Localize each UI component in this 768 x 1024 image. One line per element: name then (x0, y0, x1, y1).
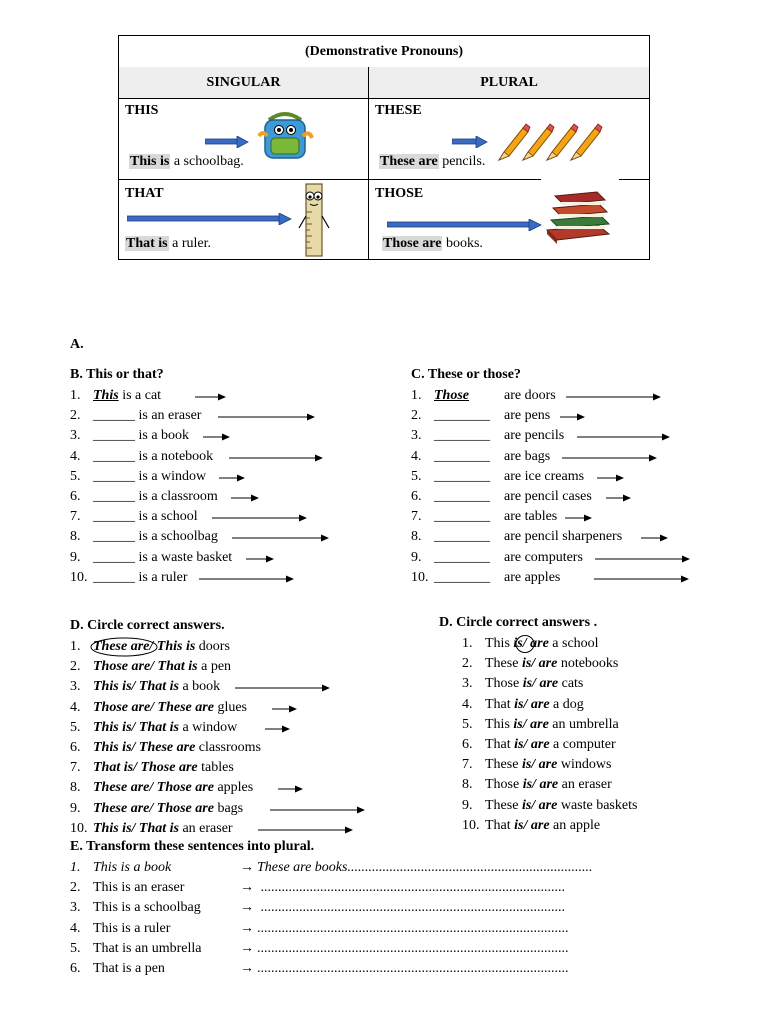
answer-blank: ______ (93, 569, 135, 585)
section-c-title: C. These or those? (411, 367, 521, 382)
list-item (411, 407, 550, 425)
arrow-icon (195, 392, 227, 402)
item-number: 4. (462, 696, 473, 712)
item-number: 1. (411, 388, 422, 403)
choice-options: is/ are (513, 636, 549, 651)
arrow-icon (278, 784, 304, 794)
list-item (70, 779, 253, 797)
item-text: is a ruler (138, 569, 188, 585)
list-item (462, 797, 637, 815)
list-item (411, 387, 556, 405)
choice-options: These are/ Those are (93, 800, 214, 816)
item-text: is a cat (122, 388, 162, 403)
list-item (70, 658, 231, 676)
item-text: cats (561, 676, 584, 692)
this-sentence-rest: a schoolbag. (170, 154, 244, 169)
answer-blank: This (93, 388, 119, 403)
list-item (70, 387, 161, 405)
arrow-icon (565, 513, 593, 523)
list-item (70, 488, 218, 506)
pencils-icon (495, 122, 607, 164)
item-number: 5. (70, 468, 81, 484)
item-text: an apple (553, 817, 601, 833)
item-subject: This (485, 636, 510, 651)
item-number: 3. (70, 428, 81, 444)
answer-blank: ________ (434, 468, 490, 484)
item-text: a book (182, 679, 221, 695)
choice-options: Those are/ That is (93, 659, 198, 675)
answer-blank: ________ (434, 549, 490, 565)
list-item (411, 528, 622, 546)
item-text: That is an umbrella (93, 940, 202, 956)
item-text: are pens (504, 408, 551, 424)
item-text: This is a ruler (93, 920, 171, 936)
answer-blank: ________ (434, 408, 490, 424)
answer-blank: ________ (434, 509, 490, 525)
list-item (70, 427, 189, 445)
item-subject: That (485, 696, 511, 712)
choice-options: This is/ That is (93, 679, 179, 695)
plural-header: PLURAL (369, 67, 649, 99)
item-text: are doors (504, 388, 556, 403)
answer-blank: ______ (93, 509, 135, 525)
item-text: a dog (553, 696, 584, 712)
list-item (411, 508, 557, 526)
item-number: 5. (70, 940, 81, 956)
arrow-icon (218, 412, 316, 422)
list-item (411, 569, 560, 587)
item-number: 3. (70, 900, 81, 916)
item-number: 2. (411, 408, 422, 424)
item-text: an eraser (182, 820, 233, 836)
those-sentence (382, 236, 483, 252)
item-number: 6. (70, 489, 81, 504)
list-item (462, 776, 612, 794)
choice-options: is/ are (521, 797, 558, 813)
these-arrow-icon (452, 136, 488, 148)
answer-line: These are books...................................................................... (257, 860, 593, 875)
item-number: 5. (70, 719, 81, 735)
item-text: is a classroom (138, 489, 218, 504)
item-subject: That (485, 817, 511, 833)
list-item (70, 407, 201, 425)
choice-options: This is/ That is (93, 820, 179, 836)
arrow-icon (219, 473, 246, 483)
item-number: 1. (70, 860, 81, 875)
arrow-icon (246, 554, 275, 564)
answer-blank: ________ (434, 529, 490, 545)
answer-line: ....................................................................................... (257, 900, 565, 916)
list-item (70, 549, 232, 567)
item-number: 9. (70, 800, 81, 816)
item-text: are pencil sharpeners (504, 529, 623, 545)
arrow-icon (212, 513, 308, 523)
answer-blank: ______ (93, 468, 135, 484)
that-sentence (125, 236, 211, 252)
item-text: are computers (504, 549, 583, 565)
list-item (462, 655, 618, 673)
item-subject: Those (485, 676, 520, 692)
list-item (462, 716, 619, 734)
item-number: 10. (411, 569, 429, 585)
demonstrative-pronouns-table (118, 35, 650, 260)
those-label: THOSE (375, 186, 424, 201)
list-item (70, 719, 237, 737)
answer-line: ......................................................................................... (257, 940, 569, 956)
answer-line: ....................................................................................... (257, 880, 565, 896)
item-number: 7. (411, 509, 422, 525)
item-text: This is a schoolbag (93, 900, 201, 916)
right-arrow-icon: → (240, 920, 254, 936)
arrow-icon (560, 412, 586, 422)
item-number: 4. (70, 448, 81, 464)
choice-options: is/ are (514, 696, 550, 712)
list-item (462, 736, 616, 754)
those-are-highlight: Those are (383, 236, 442, 251)
item-text: bags (217, 800, 244, 816)
choice-options: is/ are (514, 737, 550, 752)
item-subject: These (485, 656, 519, 672)
list-item (70, 569, 187, 587)
choice-options: These are/ This is (93, 639, 196, 654)
item-number: 9. (70, 549, 81, 565)
arrow-icon (231, 493, 260, 503)
list-item (70, 678, 220, 696)
schoolbag-icon (255, 110, 315, 162)
item-text: is a schoolbag (138, 529, 218, 545)
item-text: is a book (138, 428, 190, 444)
item-number: 5. (462, 716, 473, 732)
answer-blank: ______ (93, 549, 135, 565)
item-text: a pen (201, 659, 232, 675)
list-item (70, 699, 247, 717)
arrow-icon (199, 574, 295, 584)
item-subject: These (485, 797, 519, 813)
item-text: glues (217, 699, 247, 715)
list-item (411, 549, 583, 567)
singular-header: SINGULAR (119, 67, 368, 99)
item-text: tables (201, 760, 234, 776)
choice-options: This is/ These are (93, 740, 196, 755)
border-gap (541, 177, 619, 181)
arrow-icon (232, 533, 330, 543)
item-number: 1. (462, 636, 473, 651)
arrow-icon (577, 432, 671, 442)
item-number: 8. (70, 529, 81, 545)
item-number: 3. (411, 428, 422, 444)
item-number: 10. (70, 820, 88, 836)
item-text: This is an eraser (93, 880, 185, 896)
item-text: an eraser (561, 777, 612, 793)
item-number: 8. (70, 780, 81, 796)
item-number: 6. (411, 489, 422, 504)
item-number: 4. (70, 699, 81, 715)
item-text: waste baskets (560, 797, 638, 813)
list-item (462, 756, 611, 774)
list-item (70, 899, 565, 917)
arrow-icon (235, 683, 331, 693)
list-item (411, 488, 592, 506)
item-text: are pencil cases (504, 489, 592, 504)
choice-options: is/ are (521, 656, 558, 672)
list-item (462, 817, 600, 835)
arrow-icon (606, 493, 632, 503)
choice-options: is/ are (521, 757, 558, 773)
arrow-icon (272, 704, 298, 714)
list-item (70, 820, 233, 838)
item-number: 7. (70, 509, 81, 525)
answer-line: ......................................................................................... (257, 961, 569, 976)
item-number: 2. (70, 408, 81, 424)
item-text: windows (560, 757, 612, 773)
item-subject: This (485, 716, 510, 732)
item-number: 6. (70, 961, 81, 976)
item-number: 8. (411, 529, 422, 545)
item-text: is a waste basket (138, 549, 233, 565)
arrow-icon (203, 432, 231, 442)
arrow-icon (566, 392, 662, 402)
circled-answer-mark (514, 634, 536, 654)
those-arrow-icon (387, 219, 543, 231)
right-arrow-icon: → (240, 860, 254, 875)
answer-blank: ________ (434, 428, 490, 444)
list-item (411, 468, 584, 486)
item-text: a school (552, 636, 599, 651)
choice-options: These are/ Those are (93, 780, 214, 796)
arrow-icon (229, 453, 324, 463)
circled-answer-mark (89, 636, 159, 658)
these-label: THESE (375, 103, 422, 118)
list-item (70, 940, 569, 958)
list-item (462, 675, 583, 693)
item-text: classrooms (198, 740, 261, 755)
those-sentence-rest: books. (442, 236, 483, 251)
choice-options: This is/ That is (93, 719, 179, 735)
item-number: 3. (462, 676, 473, 692)
item-number: 4. (411, 448, 422, 464)
item-number: 2. (70, 659, 81, 675)
item-text: is a notebook (138, 448, 214, 464)
answer-blank: ______ (93, 489, 135, 504)
item-number: 3. (70, 679, 81, 695)
item-text: is an eraser (138, 408, 202, 424)
item-text: an umbrella (552, 716, 619, 732)
item-number: 2. (462, 656, 473, 672)
item-number: 8. (462, 777, 473, 793)
arrow-icon (562, 453, 658, 463)
choice-options: Those are/ These are (93, 699, 214, 715)
choice-options: is/ are (513, 716, 549, 732)
item-text: are pencils (504, 428, 565, 444)
item-text: are bags (504, 448, 551, 464)
section-d-right-title: D. Circle correct answers . (439, 615, 598, 630)
that-arrow-icon (127, 213, 293, 225)
ruler-icon (297, 182, 331, 258)
choice-options: is/ are (522, 777, 559, 793)
section-b-title: B. This or that? (70, 367, 164, 382)
list-item (70, 879, 565, 897)
item-text: apples (217, 780, 254, 796)
list-item (70, 508, 198, 526)
these-sentence (379, 154, 485, 170)
section-e-title: E. Transform these sentences into plural. (70, 839, 315, 854)
choice-options: is/ are (514, 817, 550, 833)
item-number: 2. (70, 880, 81, 896)
item-number: 9. (462, 797, 473, 813)
item-text: is a school (138, 509, 198, 525)
item-text: are tables (504, 509, 558, 525)
these-are-highlight: These are (380, 154, 438, 169)
item-text: a computer (553, 737, 616, 752)
this-arrow-icon (205, 136, 249, 148)
answer-line: ......................................................................................... (257, 920, 569, 936)
right-arrow-icon: → (240, 940, 254, 956)
column-divider (368, 67, 369, 260)
list-item (70, 528, 218, 546)
right-arrow-icon: → (240, 961, 254, 976)
item-subject: That (485, 737, 511, 752)
arrow-icon (641, 533, 669, 543)
item-text: That is a pen (93, 961, 165, 976)
this-is-highlight: This is (130, 154, 170, 169)
item-number: 7. (462, 757, 473, 773)
item-number: 1. (70, 388, 81, 403)
list-item (70, 448, 213, 466)
list-item (462, 696, 584, 714)
that-sentence-rest: a ruler. (168, 236, 211, 251)
item-number: 10. (70, 569, 88, 585)
item-text: a window (182, 719, 238, 735)
this-sentence (129, 154, 244, 170)
item-text: is a window (138, 468, 207, 484)
list-item (70, 920, 569, 938)
item-text: doors (198, 639, 230, 654)
right-arrow-icon: → (240, 880, 254, 896)
answer-blank: ______ (93, 448, 135, 464)
arrow-icon (594, 574, 690, 584)
arrow-icon (258, 825, 354, 835)
arrow-icon (270, 805, 366, 815)
list-item (70, 960, 569, 978)
answer-blank: ______ (93, 529, 135, 545)
item-number: 5. (411, 468, 422, 484)
item-number: 10. (462, 817, 480, 833)
item-subject: These (485, 757, 519, 773)
item-number: 6. (462, 737, 473, 752)
list-item (70, 468, 206, 486)
that-label: THAT (125, 186, 164, 201)
list-item (70, 759, 234, 777)
item-number: 9. (411, 549, 422, 565)
item-subject: Those (485, 777, 520, 793)
item-text: are ice creams (504, 468, 585, 484)
item-number: 1. (70, 639, 81, 654)
answer-blank: ________ (434, 489, 490, 504)
choice-options: is/ are (522, 676, 559, 692)
this-label: THIS (125, 103, 159, 118)
list-item (411, 427, 564, 445)
answer-blank: ______ (93, 408, 135, 424)
item-text: This is a book (93, 860, 172, 875)
arrow-icon (597, 473, 625, 483)
arrow-icon (265, 724, 291, 734)
item-text: are apples (504, 569, 561, 585)
list-item (411, 448, 550, 466)
table-title: (Demonstrative Pronouns) (119, 36, 649, 68)
item-number: 6. (70, 740, 81, 755)
item-text: notebooks (560, 656, 619, 672)
list-item (70, 800, 243, 818)
list-item (70, 739, 261, 757)
books-icon (543, 186, 613, 244)
answer-blank: Those (434, 388, 469, 403)
arrow-icon (595, 554, 691, 564)
item-number: 4. (70, 920, 81, 936)
section-a-title: A. (70, 337, 84, 352)
answer-blank: ________ (434, 569, 490, 585)
right-arrow-icon: → (240, 900, 254, 916)
list-item (70, 859, 592, 877)
choice-options: That is/ Those are (93, 760, 198, 776)
answer-blank: ________ (434, 448, 490, 464)
that-is-highlight: That is (126, 236, 168, 251)
these-sentence-rest: pencils. (438, 154, 486, 169)
item-number: 7. (70, 760, 81, 776)
answer-blank: ______ (93, 428, 135, 444)
section-d-left-title: D. Circle correct answers. (70, 618, 225, 633)
